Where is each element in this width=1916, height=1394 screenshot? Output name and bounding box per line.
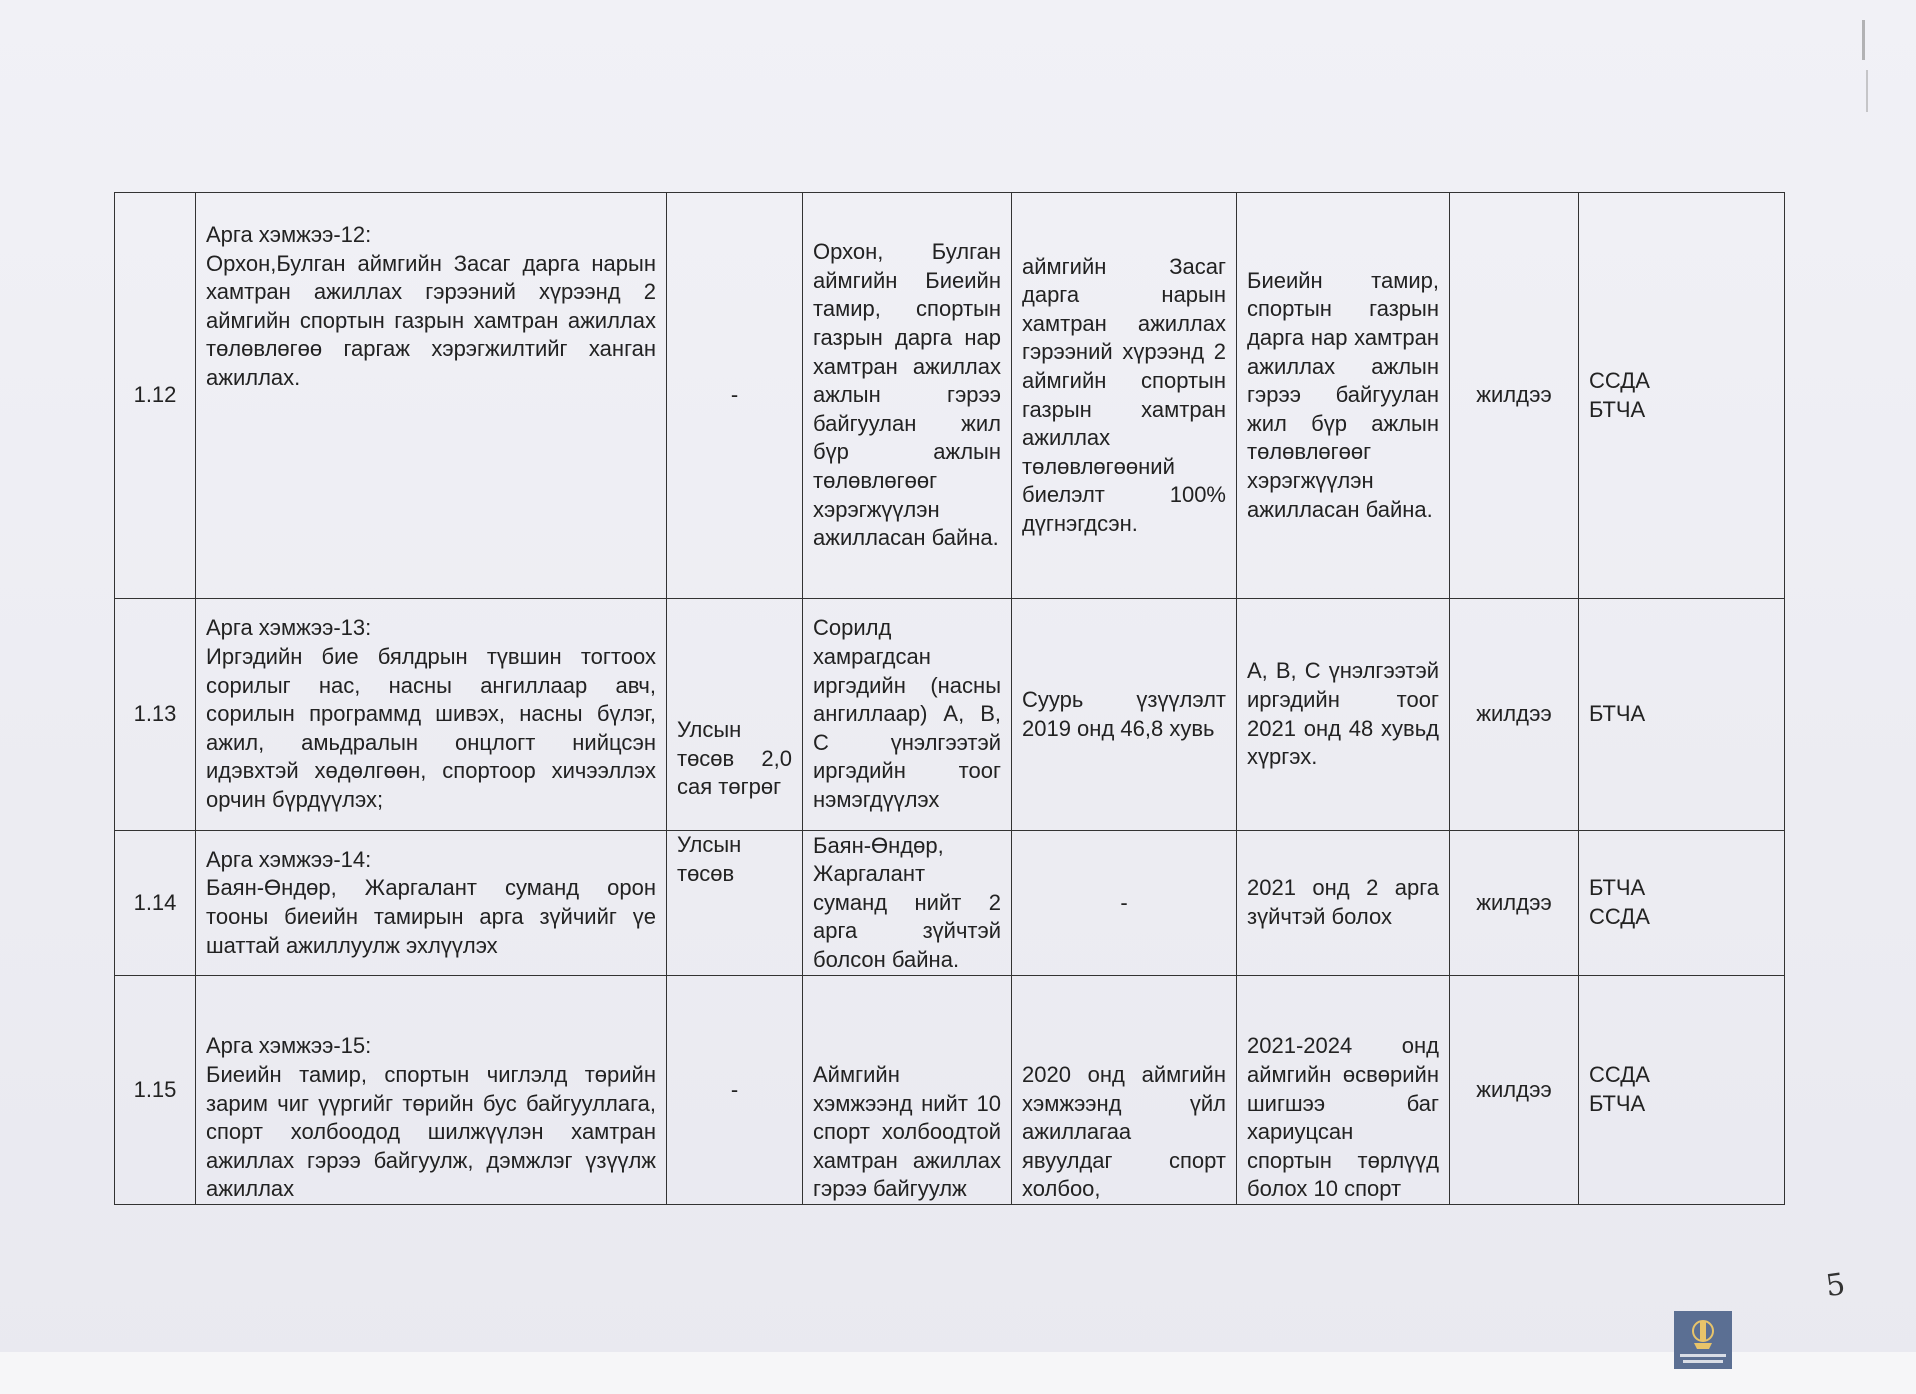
measure-label: Арга хэмжээ-15:: [206, 1033, 372, 1059]
result-cell: Баян-Өндөр, Жаргалант суманд нийт 2 арга зүйчтэй болсон байна.: [803, 831, 1012, 976]
period-cell: жилдээ: [1450, 599, 1579, 831]
target-cell: А, В, С үнэлгээтэй иргэдийн тоог 2021 онд 48 хувьд хүргэх.: [1237, 599, 1450, 831]
row-number: 1.13: [115, 599, 196, 831]
baseline-cell: аймгийн Засаг дарга нарын хамтран ажиллах гэрээний хүрээнд 2 аймгийн спортын газрын хамтран ажиллах төлөвлөгөөний биелэлт 100% дүгнэгдсэн.: [1012, 193, 1237, 599]
measure-text: Баян-Өндөр, Жаргалант суманд орон тооны биеийн тамирын арга зүйчийг үе шаттай ажиллуулж эхлүүлэх: [206, 875, 656, 958]
table-row: [115, 193, 1785, 599]
result-cell: Сорилд хамрагдсан иргэдийн (насны ангиллаар) А, В, С үнэлгээтэй иргэдийн тоог нэмэгдүүлэх: [803, 599, 1012, 831]
period-cell: жилдээ: [1450, 976, 1579, 1205]
baseline-cell: Суурь үзүүлэлт 2019 онд 46,8 хувь: [1012, 599, 1237, 831]
measure-cell: [196, 599, 667, 831]
result-cell: Аймгийн хэмжээнд нийт 10 спорт холбоодтой хамтран ажиллах гэрээ байгуулж: [803, 976, 1012, 1205]
scan-edge-mark: [1866, 70, 1868, 112]
measure-text: Иргэдийн бие бялдрын түвшин тогтоох сорилыг нас, насны ангиллаар авч, сорилын программд шивэх, насны бүлэг, ажил, амьдралын онцлогт нийцсэн идэвхтэй хөдөлгөөн, спортоор хичээллэх орчин бүрдүүлэх;: [206, 644, 656, 812]
result-cell: Орхон, Булган аймгийн Биеийн тамир, спортын газрын дарга нар хамтран ажиллах ажлын гэрээ байгуулан жил бүр ажлын төлөвлөгөөг хэрэгжүүлэн ажилласан байна.: [803, 193, 1012, 599]
baseline-cell: 2020 онд аймгийн хэмжээнд үйл ажиллагаа явуулдаг спорт холбоо,: [1012, 976, 1237, 1205]
table-row: [115, 976, 1785, 1205]
measure-text: Орхон,Булган аймгийн Засаг дарга нарын хамтран ажиллах гэрээний хүрээнд 2 аймгийн спортын газрын хамтран ажиллах төлөвлөгөө гаргаж хэрэгжилтийг ханган ажиллах.: [206, 250, 656, 390]
mongolia-state-emblem-icon: [1674, 1311, 1732, 1369]
period-cell: жилдээ: [1450, 193, 1579, 599]
measure-label: Арга хэмжээ-14:: [206, 846, 372, 872]
measure-label: Арга хэмжээ-13:: [206, 615, 372, 641]
measure-label: Арга хэмжээ-12:: [206, 222, 372, 247]
table-row: [115, 831, 1785, 976]
scan-edge-mark: [1862, 20, 1865, 60]
responsible-cell: ССДА БТЧА: [1579, 976, 1785, 1205]
budget-cell: -: [667, 976, 803, 1205]
target-cell: Биеийн тамир, спортын газрын дарга нар хамтран ажиллах ажлын гэрээ байгуулан жил бүр ажлын төлөвлөгөөг хэрэгжүүлэн ажилласан байна.: [1237, 193, 1450, 599]
table-row: [115, 599, 1785, 831]
measure-cell: [196, 831, 667, 976]
period-cell: жилдээ: [1450, 831, 1579, 976]
handwritten-page-number: 5: [1823, 1266, 1848, 1305]
responsible-cell: ССДА БТЧА: [1579, 193, 1785, 599]
budget-cell: Улсын төсөв: [667, 831, 803, 976]
page-bottom-band: [0, 1352, 1916, 1394]
measure-text: Биеийн тамир, спортын чиглэлд төрийн зарим чиг үүргийг төрийн бус байгууллага, спорт холбоодод шилжүүлэн хамтран ажиллах гэрээ байгуулж, дэмжлэг үзүүлж ажиллах: [206, 1062, 656, 1202]
budget-cell: Улсын төсөв 2,0 сая төгрөг: [667, 599, 803, 831]
responsible-cell: БТЧА: [1579, 599, 1785, 831]
row-number: 1.14: [115, 831, 196, 976]
budget-cell: -: [667, 193, 803, 599]
baseline-cell: -: [1012, 831, 1237, 976]
measure-cell: [196, 976, 667, 1205]
action-plan-table: [114, 192, 1785, 1205]
target-cell: 2021 онд 2 арга зүйчтэй болох: [1237, 831, 1450, 976]
responsible-cell: БТЧА ССДА: [1579, 831, 1785, 976]
row-number: 1.12: [115, 193, 196, 599]
target-cell: 2021-2024 онд аймгийн өсвөрийн шигшээ баг хариуцсан спортын төрлүүд болох 10 спорт: [1237, 976, 1450, 1205]
row-number: 1.15: [115, 976, 196, 1205]
measure-cell: [196, 193, 667, 599]
